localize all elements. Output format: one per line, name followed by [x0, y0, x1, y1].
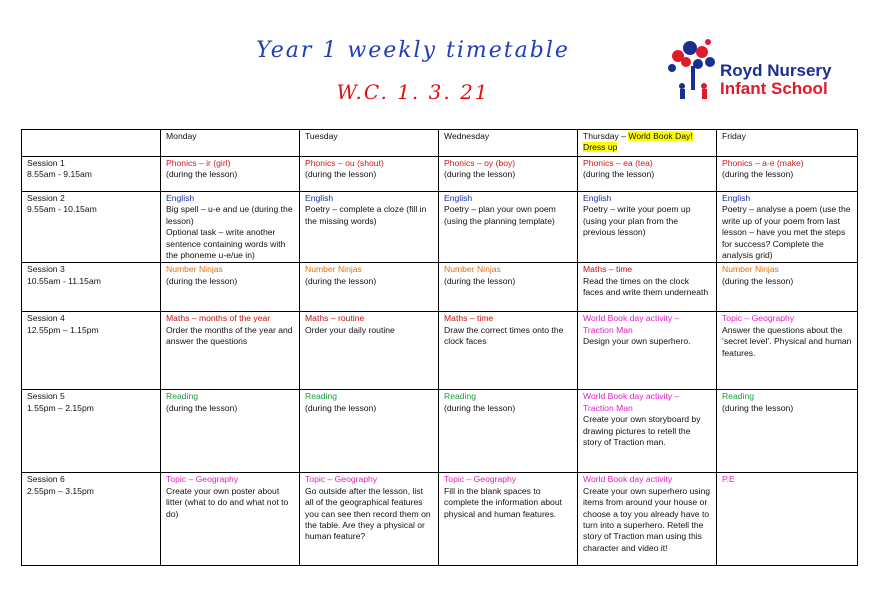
activity-cell — [578, 263, 717, 312]
activity-subject: Topic – Geography — [722, 313, 795, 324]
day-header: Tuesday — [300, 130, 439, 157]
activity-description: (during the lesson) — [722, 275, 794, 286]
activity-subject: Reading — [444, 391, 477, 402]
tree-logo-icon — [664, 36, 724, 104]
activity-cell — [439, 263, 578, 312]
activity-cell — [161, 192, 300, 263]
activity-subject: English — [722, 193, 751, 203]
activity-description: (during the lesson) — [444, 275, 516, 286]
session-row — [22, 192, 858, 263]
activity-subject: Maths – routine — [305, 313, 365, 324]
session-time: 12.55pm – 1.15pm — [27, 324, 99, 335]
session-label-cell — [22, 390, 161, 473]
session-name: Session 4 — [27, 313, 65, 324]
session-name: Session 6 — [27, 474, 65, 485]
activity-subject: Reading — [166, 391, 199, 402]
activity-description: Read the times on the clock faces and write them underneath — [583, 275, 709, 298]
session-row — [22, 390, 858, 473]
session-row — [22, 263, 858, 312]
activity-cell — [717, 192, 858, 263]
school-name-line1: Royd Nursery — [720, 61, 832, 80]
session-name: Session 3 — [27, 264, 65, 275]
activity-subject: Phonics – ea (tea) — [583, 158, 653, 168]
activity-description: (during the lesson) — [166, 169, 238, 180]
session-time: 1.55pm – 2.15pm — [27, 402, 94, 413]
activity-subject: English — [583, 193, 612, 203]
activity-description: (during the lesson) — [166, 275, 238, 286]
activity-description: Create your own superhero using items from around your house or choose a toy you already have to turn into a superhero. Retell the story of Traction man using this character and video it! — [583, 485, 711, 553]
session-label-cell — [22, 312, 161, 390]
activity-cell — [717, 473, 858, 566]
activity-description: Optional task – write another sentence containing words with the phoneme u-e/ue in) — [166, 227, 286, 261]
school-name — [720, 62, 831, 98]
activity-description: Go outside after the lesson, list all of the geographical features you can see then record them on the table. Are they a physical or human feature? — [305, 485, 431, 542]
activity-cell — [717, 157, 858, 192]
activity-subject: World Book day activity — [583, 474, 673, 485]
activity-cell — [439, 473, 578, 566]
session-label-cell — [22, 263, 161, 312]
activity-subject: Phonics – ou (shout) — [305, 158, 384, 168]
activity-cell — [300, 312, 439, 390]
activity-cell — [300, 157, 439, 192]
activity-cell — [578, 312, 717, 390]
activity-cell — [161, 390, 300, 473]
day-header-thursday — [578, 130, 717, 157]
activity-cell — [439, 312, 578, 390]
activity-cell — [161, 157, 300, 192]
activity-description: Poetry – write your poem up (using your plan from the previous lesson) — [583, 204, 691, 238]
activity-subject: Maths – time — [583, 264, 633, 275]
activity-subject: Phonics – ir (girl) — [166, 158, 231, 168]
activity-subject: Number Ninjas — [722, 264, 779, 275]
activity-description: Poetry – plan your own poem (using the planning template) — [444, 204, 556, 226]
activity-description: (during the lesson) — [305, 275, 377, 286]
activity-subject: Phonics – a-e (make) — [722, 158, 804, 168]
school-logo — [664, 36, 854, 104]
day-header: Wednesday — [439, 130, 578, 157]
activity-subject: English — [166, 193, 195, 203]
school-name-line2: Infant School — [720, 79, 828, 98]
activity-cell — [300, 390, 439, 473]
activity-description: Answer the questions about the ‘secret level’. Physical and human features. — [722, 324, 852, 358]
activity-description: Poetry – complete a cloze (fill in the missing words) — [305, 204, 427, 226]
session-label-cell — [22, 473, 161, 566]
activity-cell — [717, 312, 858, 390]
activity-cell — [578, 473, 717, 566]
activity-cell — [578, 390, 717, 473]
world-book-day-highlight: World Book Day! Dress up — [583, 131, 693, 153]
day-header: Monday — [161, 130, 300, 157]
activity-description: (during the lesson) — [444, 402, 516, 413]
activity-description: Draw the correct times onto the clock faces — [444, 324, 564, 347]
activity-description: Poetry – analyse a poem (use the write up of your poem from last lesson – have you met the steps for success? Complete the analysis grid) — [722, 204, 851, 261]
session-time: 10.55am - 11.15am — [27, 275, 101, 286]
activity-subject: Maths – time — [444, 313, 494, 324]
activity-subject: World Book day activity – Traction Man — [583, 313, 680, 335]
activity-subject: Number Ninjas — [444, 264, 501, 275]
activity-subject: Maths – months of the year — [166, 313, 271, 324]
timetable — [21, 129, 858, 566]
activity-subject: P.E — [722, 474, 735, 485]
activity-description: (during the lesson) — [583, 169, 655, 180]
session-row — [22, 312, 858, 390]
activity-subject: Topic – Geography — [305, 474, 378, 485]
activity-cell — [161, 263, 300, 312]
activity-cell — [717, 263, 858, 312]
activity-description: Big spell – u-e and ue (during the lesson) — [166, 204, 293, 226]
activity-cell — [300, 263, 439, 312]
activity-cell — [717, 390, 858, 473]
activity-subject: Reading — [722, 391, 755, 402]
corner-cell — [22, 130, 161, 157]
session-label-cell — [22, 192, 161, 263]
activity-subject: Reading — [305, 391, 338, 402]
session-row — [22, 473, 858, 566]
activity-subject: Number Ninjas — [166, 264, 223, 275]
session-time: 9.55am - 10.15am — [27, 204, 97, 215]
activity-subject: Phonics – oy (boy) — [444, 158, 516, 168]
activity-description: (during the lesson) — [305, 402, 377, 413]
activity-description: Fill in the blank spaces to complete the information about physical and human features. — [444, 485, 562, 519]
activity-description: Order your daily routine — [305, 324, 395, 335]
session-name: Session 1 — [27, 158, 65, 168]
session-name: Session 5 — [27, 391, 65, 402]
activity-description: Design your own superhero. — [583, 336, 691, 347]
activity-description: (during the lesson) — [722, 169, 794, 180]
day-label: Thursday – — [583, 131, 629, 141]
activity-cell — [439, 157, 578, 192]
session-time: 2.55pm – 3.15pm — [27, 485, 94, 496]
activity-subject: English — [305, 193, 334, 203]
activity-subject: Topic – Geography — [166, 474, 239, 485]
activity-subject: English — [444, 193, 473, 203]
activity-cell — [300, 192, 439, 263]
activity-subject: Number Ninjas — [305, 264, 362, 275]
activity-cell — [578, 192, 717, 263]
activity-description: Create your own poster about litter (what to do and what not to do) — [166, 485, 289, 519]
activity-description: (during the lesson) — [444, 169, 516, 180]
activity-subject: Topic – Geography — [444, 474, 517, 485]
activity-cell — [300, 473, 439, 566]
week-commencing-date: W.C. 1. 3. 21 — [336, 80, 490, 104]
page-title: Year 1 weekly timetable — [256, 38, 570, 63]
session-name: Session 2 — [27, 193, 65, 203]
activity-cell — [161, 312, 300, 390]
activity-cell — [439, 390, 578, 473]
activity-description: (during the lesson) — [166, 402, 238, 413]
activity-description: Create your own storyboard by drawing pictures to retell the story of Traction man. — [583, 414, 701, 448]
session-row — [22, 157, 858, 192]
session-time: 8.55am - 9.15am — [27, 169, 92, 180]
activity-description: (during the lesson) — [722, 402, 794, 413]
activity-description: Order the months of the year and answer the questions — [166, 324, 293, 347]
day-header: Friday — [717, 130, 858, 157]
activity-cell — [439, 192, 578, 263]
activity-description: (during the lesson) — [305, 169, 377, 180]
activity-subject: World Book day activity – Traction Man — [583, 391, 680, 413]
session-label-cell — [22, 157, 161, 192]
activity-cell — [161, 473, 300, 566]
activity-cell — [578, 157, 717, 192]
header-row — [22, 130, 858, 157]
